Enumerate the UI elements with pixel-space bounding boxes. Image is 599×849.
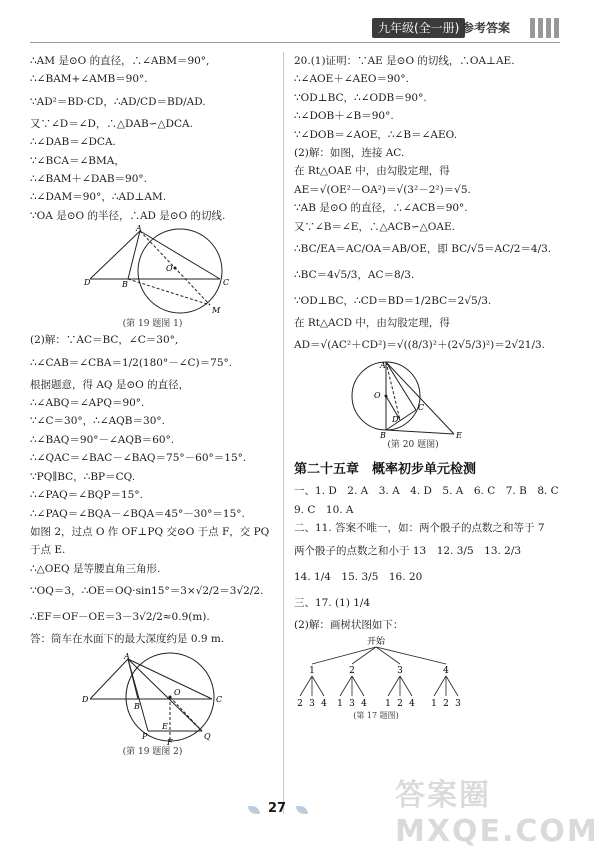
- label-D: D: [84, 278, 91, 288]
- text-line: ∴∠ABQ＝∠APQ＝90°.: [30, 397, 145, 410]
- text-line: ∵∠C＝30°，∴∠AQB＝30°.: [30, 415, 165, 428]
- tree-node-level2: 3: [455, 699, 461, 710]
- label-A: A: [380, 361, 386, 371]
- label-C: C: [418, 403, 425, 413]
- text-line: ∵OD⊥BC，∴∠ODB＝90°.: [294, 91, 427, 104]
- text-line: 又∵∠B＝∠E，∴△ACB∽△OAE.: [294, 220, 455, 233]
- header-rule: [30, 42, 560, 43]
- text-line: 三、17. (1) 1/4: [294, 596, 371, 609]
- header-title: 参考答案: [462, 21, 511, 35]
- tree-node-level2: 4: [409, 699, 415, 710]
- label-O: O: [374, 391, 381, 401]
- header-decoration: [530, 18, 560, 38]
- text-line: 根据题意，得 AQ 是⊙O 的直径，: [30, 378, 190, 391]
- text-line: ∴∠BAQ＝90°－∠AQB＝60°.: [30, 433, 175, 446]
- text-line: ∵AB 是⊙O 的直径，∴∠ACB＝90°.: [294, 202, 468, 215]
- text-line: ∵∠BCA＝∠BMA，: [30, 154, 125, 167]
- text-line: ∴∠DAM＝90°，∴AD⊥AM.: [30, 191, 167, 204]
- label-C: C: [216, 694, 223, 704]
- label-P: P: [142, 731, 148, 741]
- text-line: 14. 1/4 15. 3/5 16. 20: [294, 570, 423, 583]
- figure-caption: (第 19 题图 1): [122, 319, 183, 330]
- tree-branch: [446, 676, 458, 696]
- label-M: M: [212, 306, 221, 316]
- figure-caption: (第 19 题图 2): [122, 746, 183, 757]
- text-line: 又∵∠D＝∠D，∴△DAB∽△DCA.: [30, 117, 193, 130]
- text-line: ∵OQ＝3，∴OE＝OQ·sin15°＝3×√2/2＝3√2/2.: [30, 585, 264, 598]
- text-line: ∴BC/EA＝AC/OA＝AB/OE，即 BC/√5＝AC/2＝4/3.: [294, 243, 552, 256]
- answer-20: [294, 52, 552, 358]
- text-line: ∴∠PAQ＝∠BQP＝15°.: [30, 489, 143, 502]
- text-line: ∴EF＝OF－OE＝3－3√2/2≈0.9(m).: [30, 611, 210, 624]
- text-line: (2)解：如图，连接 AC.: [294, 147, 405, 160]
- label-Q: Q: [204, 731, 211, 741]
- answer-19-part2: [30, 331, 275, 648]
- text-line: ∵OD⊥BC，∴CD＝BD＝1/2BC＝2√5/3.: [294, 295, 492, 308]
- text-line: AD＝√(AC²＋CD²)＝√((8/3)²＋(2√5/3)²)＝2√21/3.: [294, 339, 546, 352]
- tree-branch: [300, 676, 312, 696]
- label-O: O: [166, 264, 173, 274]
- text-line: ∴∠PAQ＝∠BQA－∠BQA＝45°－30°＝15°.: [30, 507, 245, 520]
- tree-node-level2: 2: [397, 699, 403, 710]
- text-line: ∴∠DOB＋∠B＝90°.: [294, 110, 394, 123]
- text-line: ∵AD²＝BD·CD，∴AD/CD＝BD/AD.: [30, 95, 206, 108]
- text-line: 9. C 10. A: [294, 503, 354, 516]
- tree-branch: [352, 676, 364, 696]
- chapter-title: 第二十五章 概率初步单元检测: [294, 462, 477, 478]
- label-A: A: [136, 224, 142, 234]
- tree-node-level2: 3: [309, 699, 315, 710]
- text-line: ∵OA 是⊙O 的半径，∴AD 是⊙O 的切线.: [30, 209, 226, 222]
- text-line: ∵PQ∥BC，∴BP＝CQ.: [30, 470, 136, 483]
- text-line: ∴∠BAM＋∠DAB＝90°.: [30, 173, 147, 186]
- tree-branch: [312, 647, 376, 664]
- text-line: 在 Rt△ACD 中，由勾股定理，得: [294, 317, 450, 330]
- text-line: ∴BC＝4√5/3，AC＝8/3.: [294, 269, 415, 282]
- label-D: D: [82, 694, 89, 704]
- tree-node-level1: 4: [443, 666, 449, 677]
- page-header: [0, 14, 560, 44]
- right-column: [294, 52, 559, 721]
- label-D: D: [392, 415, 399, 425]
- label-C: C: [223, 278, 230, 288]
- column-divider: [283, 52, 284, 814]
- grade-badge: 九年级(全一册): [372, 18, 465, 38]
- tree-branch: [352, 647, 376, 664]
- text-line: ∴AM 是⊙O 的直径，∴∠ABM＝90°,: [30, 55, 210, 67]
- unit-test-answers: [294, 482, 559, 634]
- tree-node-level2: 3: [349, 699, 355, 710]
- text-line: ∴△OEQ 是等腰直角三角形.: [30, 562, 161, 575]
- label-B: B: [122, 280, 128, 290]
- label-E: E: [456, 431, 462, 441]
- label-O: O: [174, 687, 181, 697]
- tree-node-level1: 2: [349, 666, 355, 677]
- tree-node-level2: 1: [337, 699, 343, 710]
- figure-19-2: [30, 649, 275, 745]
- tree-node-level2: 1: [431, 699, 437, 710]
- text-line: ∴∠BAM+∠AMB＝90°.: [30, 73, 148, 86]
- label-B: B: [134, 701, 140, 711]
- tree-root: 开始: [366, 637, 386, 648]
- text-line: AE＝√(OE²－OA²)＝√(3²－2²)＝√5.: [294, 183, 471, 196]
- text-line: 于点 E.: [30, 544, 66, 557]
- leaf-ornament-right: [296, 806, 308, 814]
- label-F: F: [167, 737, 173, 747]
- tree-node-level1: 1: [309, 666, 315, 677]
- tree-branch: [376, 647, 446, 664]
- watermark: 答案圈 MXQE.COM: [395, 778, 599, 849]
- tree-node-level2: 4: [321, 699, 327, 710]
- leaf-ornament-left: [248, 806, 260, 814]
- left-column: [30, 52, 275, 759]
- text-line: (2)解：∵AC＝BC，∠C＝30°,: [30, 334, 179, 347]
- page-number: 27: [268, 801, 287, 816]
- figure-caption: (第 17 题图): [353, 711, 399, 721]
- label-B: B: [380, 431, 386, 441]
- text-line: 二、11. 答案不唯一，如：两个骰子的点数之和等于 7: [294, 522, 545, 535]
- text-line: (2)解：画树状图如下：: [294, 618, 404, 631]
- text-line: 在 Rt△OAE 中，由勾股定理，得: [294, 165, 450, 178]
- tree-node-level2: 1: [385, 699, 391, 710]
- text-line: ∴∠AOE＋∠AEO＝90°.: [294, 73, 409, 86]
- tree-branch: [434, 676, 446, 696]
- tree-branch: [388, 676, 400, 696]
- tree-node-level2: 4: [361, 699, 367, 710]
- figure-19-1: [30, 225, 275, 317]
- page-footer: [240, 800, 320, 822]
- label-A: A: [124, 651, 130, 661]
- text-line: 如图 2，过点 O 作 OF⊥PQ 交⊙O 于点 F，交 PQ: [30, 525, 270, 538]
- answer-19-part1: [30, 52, 275, 225]
- text-line: 答：筒车在水面下的最大深度约是 0.9 m.: [30, 633, 225, 646]
- tree-node-level2: 2: [297, 699, 303, 710]
- text-line: 一、1. D 2. A 3. A 4. D 5. A 6. C 7. B 8. C: [294, 485, 559, 498]
- tree-branch: [340, 676, 352, 696]
- text-line: ∴∠DAB＝∠DCA.: [30, 136, 116, 149]
- tree-branch: [400, 676, 412, 696]
- tree-node-level1: 3: [397, 666, 403, 677]
- figure-20: [294, 358, 532, 441]
- tree-branch: [312, 676, 324, 696]
- text-line: ∴∠CAB＝∠CBA＝1/2(180°－∠C)＝75°.: [30, 356, 233, 369]
- tree-node-level2: 2: [443, 699, 449, 710]
- text-line: ∴∠QAC＝∠BAC－∠BAQ＝75°－60°＝15°.: [30, 452, 247, 465]
- tree-diagram: [294, 634, 532, 720]
- figure-caption: (第 20 题图): [387, 440, 439, 451]
- text-line: 两个骰子的点数之和小于 13 12. 3/5 13. 2/3: [294, 544, 522, 557]
- text-line: ∵∠DOB＝∠AOE，∴∠B＝∠AEO.: [294, 128, 457, 141]
- text-line: 20.(1)证明：∵AE 是⊙O 的切线，∴OA⊥AE.: [294, 55, 515, 67]
- label-E: E: [162, 721, 168, 731]
